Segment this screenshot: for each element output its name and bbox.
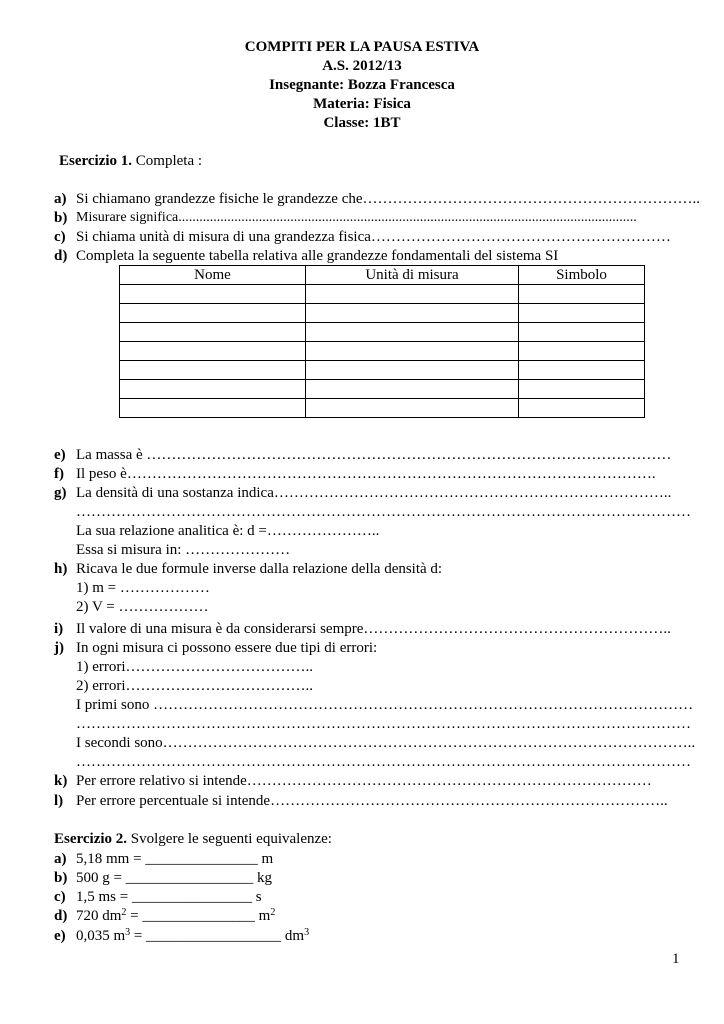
item-a-text: Si chiamano grandezze fisiche le grandezze che………………………………………………………….. (76, 191, 701, 207)
equiv-c-text: 1,5 ms = ________________ s (76, 889, 262, 905)
item-g-text: La densità di una sostanza indica…………………………………………………………………….. (76, 485, 672, 501)
density-unit-line: Essa si misura in: ………………… (76, 542, 291, 558)
teacher: Insegnante: Bozza Francesca (269, 77, 455, 93)
si-col-symbol: Simbolo (519, 266, 645, 285)
item-c-label: c) (54, 229, 66, 245)
inverse-formula-volume: 2) V = ……………… (76, 599, 209, 615)
exercise-1-heading (59, 152, 202, 170)
item-a-label: a) (54, 191, 67, 207)
item-b-text: Misurare significa................................................................................................................................... (76, 210, 637, 225)
item-l-label: l) (54, 793, 64, 809)
error-type-1: 1) errori……………………………….. (76, 659, 314, 675)
si-table-cell[interactable] (120, 342, 306, 361)
si-table-cell[interactable] (306, 399, 519, 418)
si-table-cell[interactable] (519, 304, 645, 323)
si-table-row (120, 304, 645, 323)
exercise-2-heading (54, 830, 332, 848)
item-h-text: Ricava le due formule inverse dalla relazione della densità d: (76, 561, 443, 577)
item-j-text: In ogni misura ci possono essere due tipi di errori: (76, 640, 378, 656)
item-b-label: b) (54, 210, 68, 226)
si-table-cell[interactable] (306, 285, 519, 304)
si-table-cell[interactable] (306, 323, 519, 342)
equiv-c-label: c) (54, 889, 66, 905)
si-table-cell[interactable] (120, 304, 306, 323)
equiv-e-text: 0,035 $m^3$ = __________________ $dm^3$ (76, 927, 310, 944)
item-f-text: Il peso è……………………………………………………………………………………………. (76, 466, 656, 482)
item-j-label: j) (54, 640, 64, 656)
equiv-b-text: 500 g = _________________ kg (76, 870, 272, 886)
item-f-label: f) (54, 466, 64, 482)
item-h-label: h) (54, 561, 68, 577)
page-number: 1 (672, 951, 680, 967)
equiv-a-text: 5,18 mm = _______________ m (76, 851, 274, 867)
si-table-cell[interactable] (519, 342, 645, 361)
si-table-row (120, 361, 645, 380)
si-table-cell[interactable] (120, 380, 306, 399)
exercise-1-label: Esercizio 1. (59, 153, 133, 169)
item-d-text: Completa la seguente tabella relativa alle grandezze fondamentali del sistema SI (76, 248, 559, 264)
si-table-cell[interactable] (306, 342, 519, 361)
si-table-row (120, 285, 645, 304)
equiv-d-label: d) (54, 908, 68, 924)
si-table-row (120, 323, 645, 342)
inverse-formula-mass: 1) m = ……………… (76, 580, 210, 596)
item-c-text: Si chiama unità di misura di una grandezza fisica…………………………………………………… (76, 229, 671, 245)
si-table-cell[interactable] (519, 361, 645, 380)
equiv-d-text: 720 $dm^2$ = _______________ $m^2$ (76, 907, 276, 924)
exercise-2-label: Esercizio 2. (54, 831, 128, 847)
item-d-label: d) (54, 248, 68, 264)
first-errors-line: I primi sono ……………………………………………………………………………………………… (76, 697, 694, 713)
item-g-label: g) (54, 485, 67, 501)
si-col-name: Nome (120, 266, 306, 285)
si-table-cell[interactable] (519, 285, 645, 304)
subject: Materia: Fisica (313, 96, 411, 112)
equiv-e-label: e) (54, 928, 66, 944)
doc-title: COMPITI PER LA PAUSA ESTIVA (244, 39, 480, 55)
si-table-cell[interactable] (120, 399, 306, 418)
si-table-cell[interactable] (519, 323, 645, 342)
si-table-cell[interactable] (306, 361, 519, 380)
item-g-continuation: …………………………………………………………………………………………………………… (76, 504, 691, 520)
error-type-2: 2) errori……………………………….. (76, 678, 314, 694)
si-table-cell[interactable] (519, 380, 645, 399)
si-table-row (120, 399, 645, 418)
si-col-unit: Unità di misura (306, 266, 519, 285)
si-table-row (120, 380, 645, 399)
si-table-cell[interactable] (519, 399, 645, 418)
density-formula-line: La sua relazione analitica è: d =………………….. (76, 523, 380, 539)
exercise-2-instruction: Svolgere le seguenti equivalenze: (127, 831, 332, 847)
equiv-a-label: a) (54, 851, 67, 867)
item-k-label: k) (54, 773, 68, 789)
si-table-cell[interactable] (306, 380, 519, 399)
si-table (119, 265, 645, 418)
si-table-header-row (120, 266, 645, 285)
si-table-cell[interactable] (120, 323, 306, 342)
si-table-row (120, 342, 645, 361)
si-table-body (120, 285, 645, 418)
si-table-cell[interactable] (120, 361, 306, 380)
second-errors-continuation: …………………………………………………………………………………………………………… (76, 754, 691, 770)
class: Classe: 1BT (323, 115, 401, 131)
first-errors-continuation: …………………………………………………………………………………………………………… (76, 716, 691, 732)
item-i-label: i) (54, 621, 64, 637)
item-k-text: Per errore relativo si intende……………………………………………………………………… (76, 773, 652, 789)
item-e-label: e) (54, 447, 66, 463)
second-errors-line: I secondi sono…………………………………………………………………………………………….. (76, 735, 696, 751)
exercise-1-instruction: Completa : (132, 153, 203, 169)
item-e-text: La massa è …………………………………………………………………………………………… (76, 447, 672, 463)
equiv-b-label: b) (54, 870, 68, 886)
item-i-text: Il valore di una misura è da considerarsi sempre…………………………………………………….. (76, 621, 671, 637)
item-l-text: Per errore percentuale si intende…………………………………………………………………….. (76, 793, 668, 809)
si-table-cell[interactable] (306, 304, 519, 323)
school-year: A.S. 2012/13 (322, 58, 402, 74)
si-table-cell[interactable] (120, 285, 306, 304)
